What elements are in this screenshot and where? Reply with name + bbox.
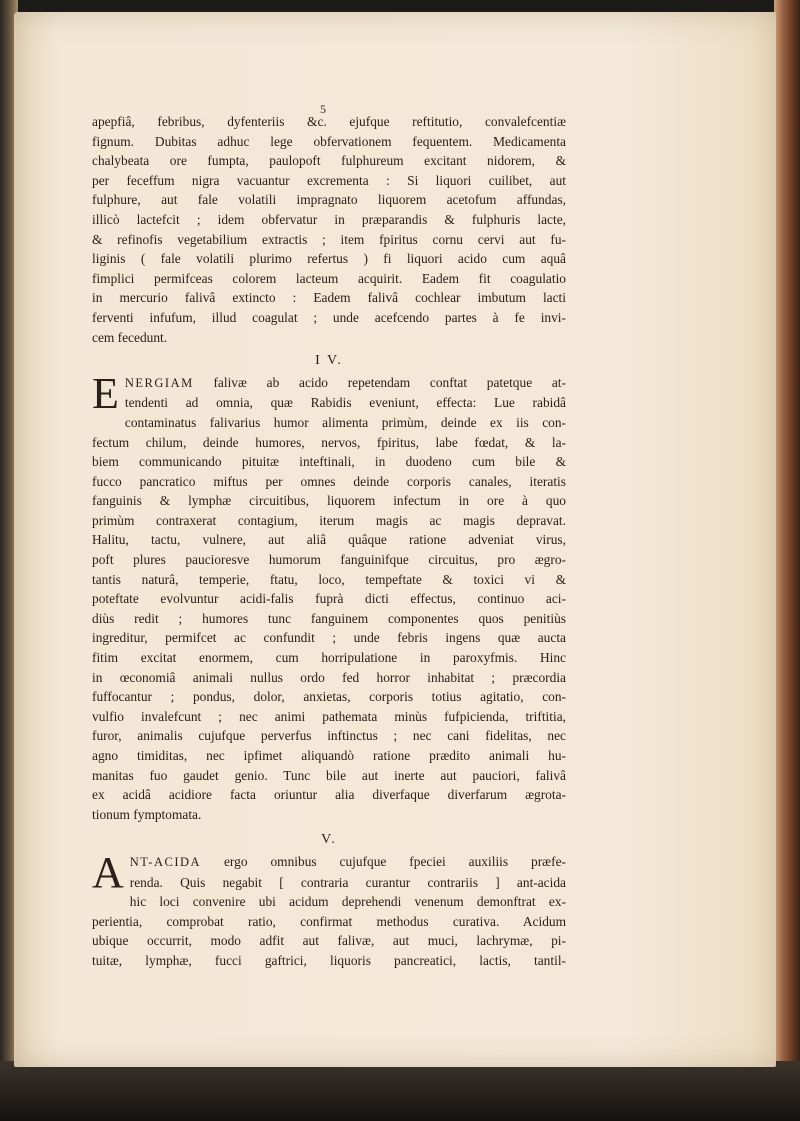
text-line: manitas fuo gaudet genio. Tunc bile aut inerte aut pauciori, falivâ [92,767,566,783]
section-v-paragraph [92,847,566,971]
text-line: fuffocantur ; pondus, dolor, anxietas, corporis totius agitatio, con- [92,689,566,705]
intro-paragraph [92,112,566,347]
text-line: hic loci convenire ubi acidum deprehendi venenum demonftrat ex- [129,894,566,910]
text-line: perientia, comprobat ratio, confirmat methodus curativa. Acidum [92,913,566,929]
text-line: & refinofis vegetabilium extractis ; item fpiritus cornu cervi aut fu- [92,231,566,247]
text-line: tantis naturâ, temperie, ftatu, loco, tempeftate & toxici vi & [92,571,566,587]
text-line: primùm contraxerat contagium, iterum magis ac magis depravat. [92,512,566,528]
text-line: tendenti ad omnia, quæ Rabidis eveniunt, effecta: Lue rabidâ [124,395,566,411]
section-iv-first-word: NERGIAM [124,375,194,390]
text-line: Halitu, tactu, vulnere, aut aliâ quâque ratione adveniat virus, [92,532,566,548]
book-right-edge [774,0,800,1121]
dropcap-e: E [92,368,119,418]
text-line: vulfio invalefcunt ; nec animi pathemata minùs fufpicienda, triftitia, [92,708,566,724]
page-text [92,102,566,971]
text-line: poft plures paucioresve humorum fanguinifque circuitus, pro ægro- [92,552,566,568]
text-line: fulphure, aut fale volatili impragnato liquorem acetofum affundas, [92,192,566,208]
text-line: fimplici permifceas colorem lacteum acquirit. Eadem fit coagulatio [92,270,566,286]
text-line: in mercurio falivâ extincto : Eadem falivâ cochlear imbutum lacti [92,290,566,306]
section-v-first-word: NT-ACIDA [129,854,202,869]
text-line: biem communicando pituitæ inteftinali, in duodeno cum bile & [92,454,566,470]
text-line: apepfiâ, febribus, dyfenteriis &c. ejufque reftitutio, convalefcentiæ [92,114,566,129]
text-line: ferventi infufum, illud coagulat ; unde acefcendo partes à fe invi- [92,309,566,325]
text-line: fucco pancratico miftus per omnes deinde corporis canales, iteratis [92,473,566,489]
section-v-first-line: ergo omnibus cujufque fpeciei auxiliis præfe- [223,853,566,869]
text-line: ubique occurrit, modo adfit aut falivæ, aut muci, lachrymæ, pi- [92,933,566,949]
text-line: poteftate evolvuntur acidi-falis fuprà dicti effectus, continuo aci- [92,591,566,607]
section-iv-first-line: falivæ ab acido repetendam conftat patetque at- [213,374,566,390]
text-line: ingreditur, permifcet ac confundit ; unde febris ingens quæ aucta [92,630,566,646]
text-line: tuitæ, lymphæ, fucci gaftrici, liquoris pancreatici, lactis, tantil- [92,952,566,968]
section-heading-iv: I V. [315,353,343,369]
dropcap-a: A [92,847,124,897]
text-line: liginis ( fale volatili plurimo refertus ) fi liquori acido cum aquâ [92,251,566,267]
book-page [14,12,776,1067]
text-line: fignum. Dubitas adhuc lege obfervationem fequentem. Medicamenta [92,133,566,149]
text-line: contaminatus falivarius humor alimenta primùm, deinde ex iis con- [124,414,566,430]
text-line: in œconomiâ animali nullus ordo fed horror inhabitat ; præcordia [92,669,566,685]
text-line: fitim excitat enormem, cum horripulatione in paroxyfmis. Hinc [92,650,566,666]
text-line: chalybeata ore fumpta, paulopoft fulphureum excitant nidorem, & [92,153,566,169]
text-line: furor, animalis cujufque perverfus inftinctus ; nec cani fidelitas, nec [92,728,566,744]
page-number: 5 [320,102,326,116]
text-line: renda. Quis negabit [ contraria curantur contrariis ] ant-acida [129,874,566,890]
text-line: diùs redit ; humores tunc fanguinem componentes quos penitiùs [92,610,566,626]
text-line: per feceffum nigra vacuantur excrementa : Si liquori cuilibet, aut [92,172,566,188]
text-line: fectum chilum, deinde humores, nervos, fpiritus, labe fœdat, & la- [92,434,566,450]
text-line: tionum fymptomata. [92,806,202,822]
section-heading-v: V. [321,832,337,848]
book-bottom-edge [0,1061,800,1121]
text-line: agno timiditas, nec ipfimet aliquandò ratione prædito animali hu- [92,748,566,763]
text-line: ex acidâ acidiore facta oriuntur alia diverfaque diverfarum ægrota- [92,787,566,803]
text-line: cem fecedunt. [92,329,168,345]
section-iv-paragraph [92,368,566,825]
text-line: illicò lactefcit ; idem obfervatur in præparandis & fulphuris lacte, [92,211,566,227]
text-line: fanguinis & lymphæ circuitibus, liquorem infectum in ore à quo [92,493,566,509]
